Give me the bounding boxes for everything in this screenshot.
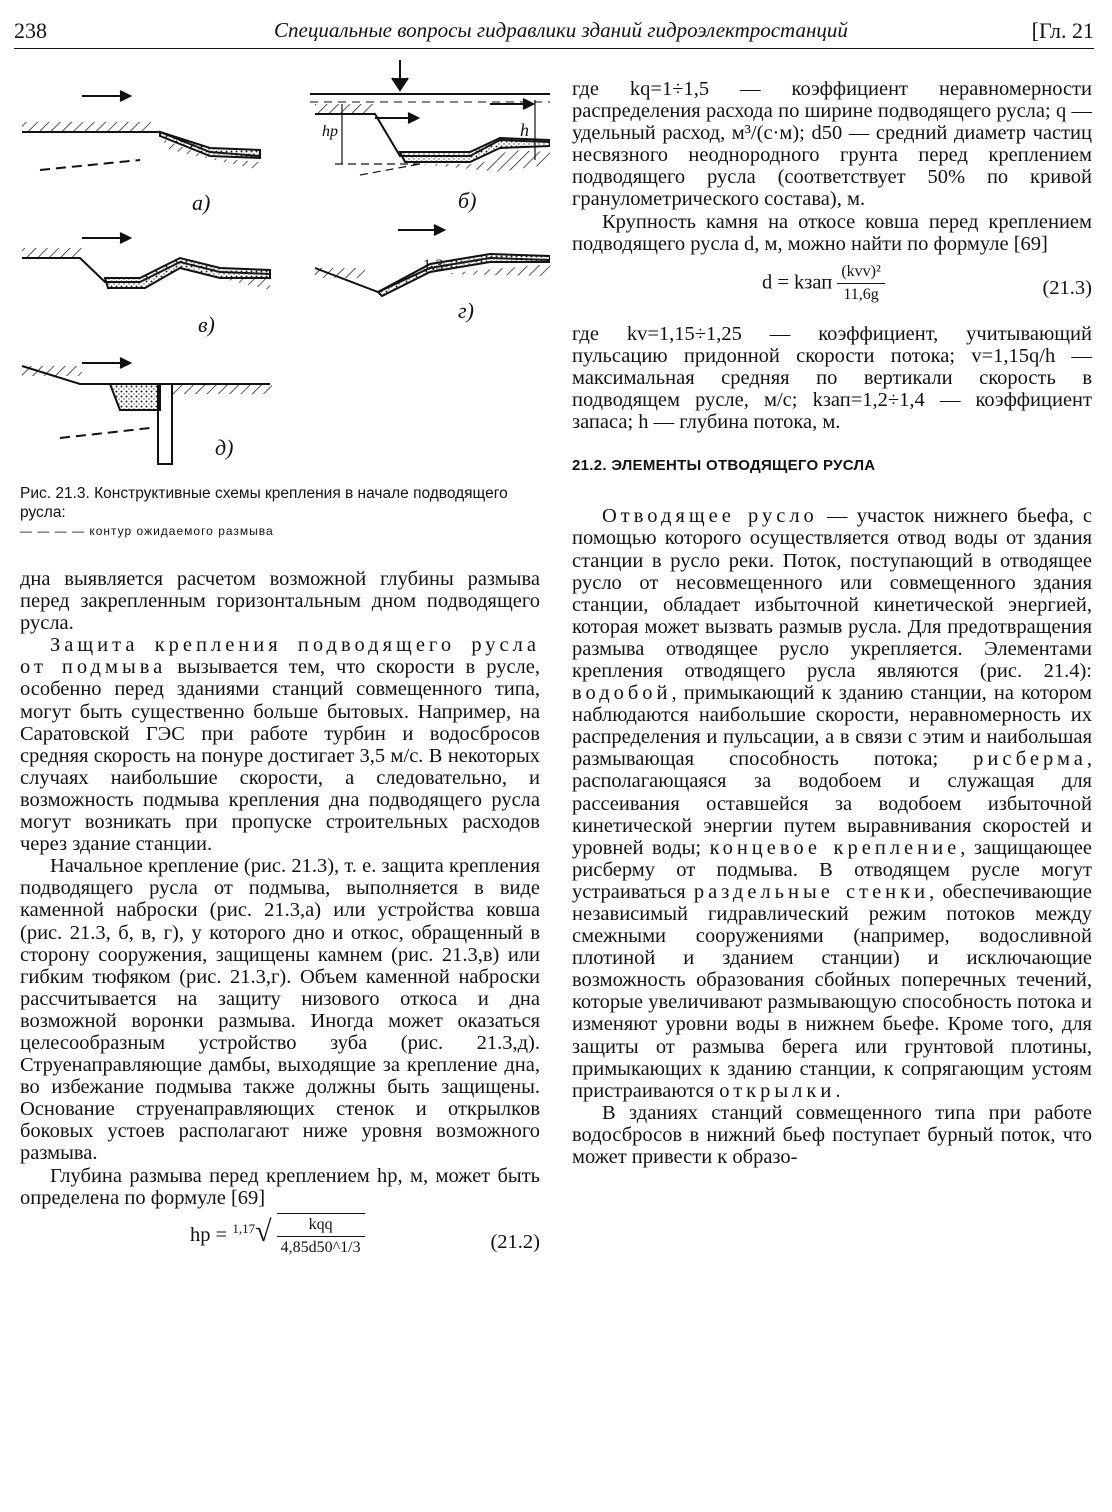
figure-drawing (20, 60, 550, 480)
section-heading: 21.2. ЭЛЕМЕНТЫ ОТВОДЯЩЕГО РУСЛА (572, 457, 876, 475)
right-paragraph-4 (572, 505, 1092, 1102)
radical-icon: √ (255, 1214, 272, 1248)
paragraph-text: . (835, 1079, 841, 1102)
left-paragraph-3: Начальное крепление (рис. 21.3), т. е. защита крепления подводящего русла от подмыва, выполняется в виде каменной наброски (рис. 21.3,а) или устройства ковша (рис. 21.3, б, в, г), у которого дно и откос, обращенный в сторону сооружения, защищены камнем (рис. 21.3,в) или гибким тюфяком (рис. 21.3,г). Объем каменной наброски рассчитывается на защиту низового откоса и дна возможной воронки размыва. Иногда может оказаться целесообразным устройство зуба (рис. 21.3,д). Струенаправляющие дамбы, выходящие за крепление дна, во избежание подмыва также должны быть защищены. Основание струенаправляющих стенок и открылков боковых устоев располагают ниже уровня возможного размыва. (20, 855, 540, 1165)
left-paragraph-2 (20, 634, 540, 855)
figure-caption (20, 484, 540, 541)
right-paragraph-3: где kv=1,15÷1,25 — коэффициент, учитывающий пульсацию придонной скорости потока; v=1,15q/h — максимальная средняя по вертикали скорость в подводящем русле, м/с; kзап=1,2÷1,4 — коэффициент запаса; h — глубина потока, м. (572, 322, 1092, 434)
paragraph-text: — участок нижнего бьефа, с помощью которого осуществляется отвод воды от здания станции в русло реки. Поток, поступающий в отводящее русло от несовмещенного или совмещенного здания станции, обладает избыточной кинетической энергией, которая может вызвать размыв русла. Для предотвращения размыва отводящее русло укрепляется. Элементами крепления отводящего русла являются (рис. 21.4): (572, 505, 1092, 682)
spaced-term: концевое крепление (709, 836, 961, 859)
caption-title: Рис. 21.3. Конструктивные схемы крепления в начале подводящего русла: (20, 485, 508, 521)
figure-21-3 (20, 60, 550, 480)
root-index: 1,17 (232, 1220, 256, 1236)
panel-label-d: д) (215, 435, 234, 460)
right-paragraph-1: где kq=1÷1,5 — коэффициент неравномерности распределения расхода по ширине подводящего русла; q — удельный расход, м³/(с·м); d50 — средний диаметр частиц несвязного неоднородного грунта перед креплением подводящего русла (соответствует 50% по кривой гранулометрического состава), м. (572, 78, 1092, 211)
dim-label-hp: hp (322, 123, 338, 140)
caption-legend: — — — — контур ожидаемого размыва (20, 524, 274, 538)
dim-label-h: h (520, 120, 529, 140)
spaced-term: Защита крепления подводящего русла от подмыва (20, 634, 540, 679)
paragraph-text: , примыкающий к зданию станции, на котором наблюдаются наибольшие скорости, неравномерность их распределения и пульсации, а в связи с этим и наибольшая размывающая способность потока; (572, 682, 1092, 771)
panel-b-drawing (310, 60, 550, 175)
equation-number: (21.3) (1042, 276, 1092, 299)
spaced-term: Отводящее русло (602, 505, 818, 528)
panel-label-b: б) (458, 188, 477, 213)
panel-label-a: а) (192, 190, 211, 215)
equation-numerator: (kvv)² (837, 261, 884, 284)
page-number: 238 (14, 18, 47, 43)
slope-label: 1:3 (423, 257, 444, 274)
running-header (14, 18, 1094, 49)
right-paragraph-5: В зданиях станций совмещенного типа при работе водосбросов в нижний бьеф поступает бурный поток, что может привести к образо- (572, 1101, 1092, 1169)
panel-d-drawing (22, 358, 272, 464)
panel-a-drawing (22, 91, 260, 170)
equation-expression (190, 1213, 365, 1259)
paragraph-text: , располагающаяся за водобоем и служащая для рассеивания оставшейся за водобоем избыточной кинетической энергии путем выравнивания скоростей и уровней воды; (572, 748, 1092, 859)
running-title: Специальные вопросы гидравлики зданий гидроэлектростанций (274, 18, 848, 42)
equation-fraction (837, 261, 884, 306)
equation-denominator: 11,6g (843, 285, 879, 303)
right-paragraph-2: Крупность камня на откосе ковша перед креплением подводящего русла d, м, можно найти по формуле [69] (572, 210, 1092, 255)
equation-21-3 (572, 259, 1092, 319)
equation-lhs: d = kзап (762, 271, 833, 294)
equation-numerator: kqq (277, 1214, 365, 1237)
chapter-label: [Гл. 21 (1031, 18, 1094, 43)
spaced-term: открылки (719, 1079, 836, 1102)
equation-lhs: hp = (190, 1223, 228, 1246)
panel-v-drawing (22, 233, 270, 290)
equation-fraction (277, 1213, 365, 1259)
equation-expression (762, 261, 885, 306)
paragraph-text: , защищающее рисберму от подмыва. В отводящем русле могут устраиваться (572, 836, 1093, 903)
spaced-term: рисберма (973, 748, 1087, 771)
panel-label-g: г) (458, 298, 474, 323)
left-paragraph-4: Глубина размыва перед креплением hp, м, может быть определена по формуле [69] (20, 1164, 540, 1209)
left-paragraph-1: дна выявляется расчетом возможной глубины размыва перед закрепленным горизонтальным дном подводящего русла. (20, 568, 540, 635)
spaced-term: водобой (572, 682, 672, 705)
left-column (20, 568, 540, 1279)
right-column (572, 78, 1092, 1168)
spaced-term: раздельные стенки (693, 880, 930, 903)
panel-label-v: в) (198, 312, 215, 337)
paragraph-text: вызывается тем, что скорости в русле, особенно перед зданиями станций совмещенного типа, могут быть существенно больше бытовых. Например, на Саратовской ГЭС при работе турбин и водосбросов средняя скорость на понуре достигает 3,5 м/с. В некоторых случаях наибольшие скорости, а следовательно, и возможность подмыва крепления дна подводящего русла могут возникать при пропуске строительных расходов через здание станции. (20, 656, 540, 856)
equation-21-2 (20, 1213, 540, 1275)
equation-number: (21.2) (490, 1230, 540, 1253)
paragraph-text: , обеспечивающие независимый гидравлический режим потоков между смежными сооружениями (например, водосливной плотиной и зданием станции) и исключающие возможность образования сбойных поперечных течений, которые увеличивают размывающую способность потока и изменяют уровни воды в нижнем бьефе. Кроме того, для защиты от размыва берега или грунтовой плотины, примыкающих к зданию станции, к сопрягающим устоям пристраиваются (572, 880, 1092, 1102)
equation-denominator: 4,85d50^1/3 (280, 1238, 361, 1256)
